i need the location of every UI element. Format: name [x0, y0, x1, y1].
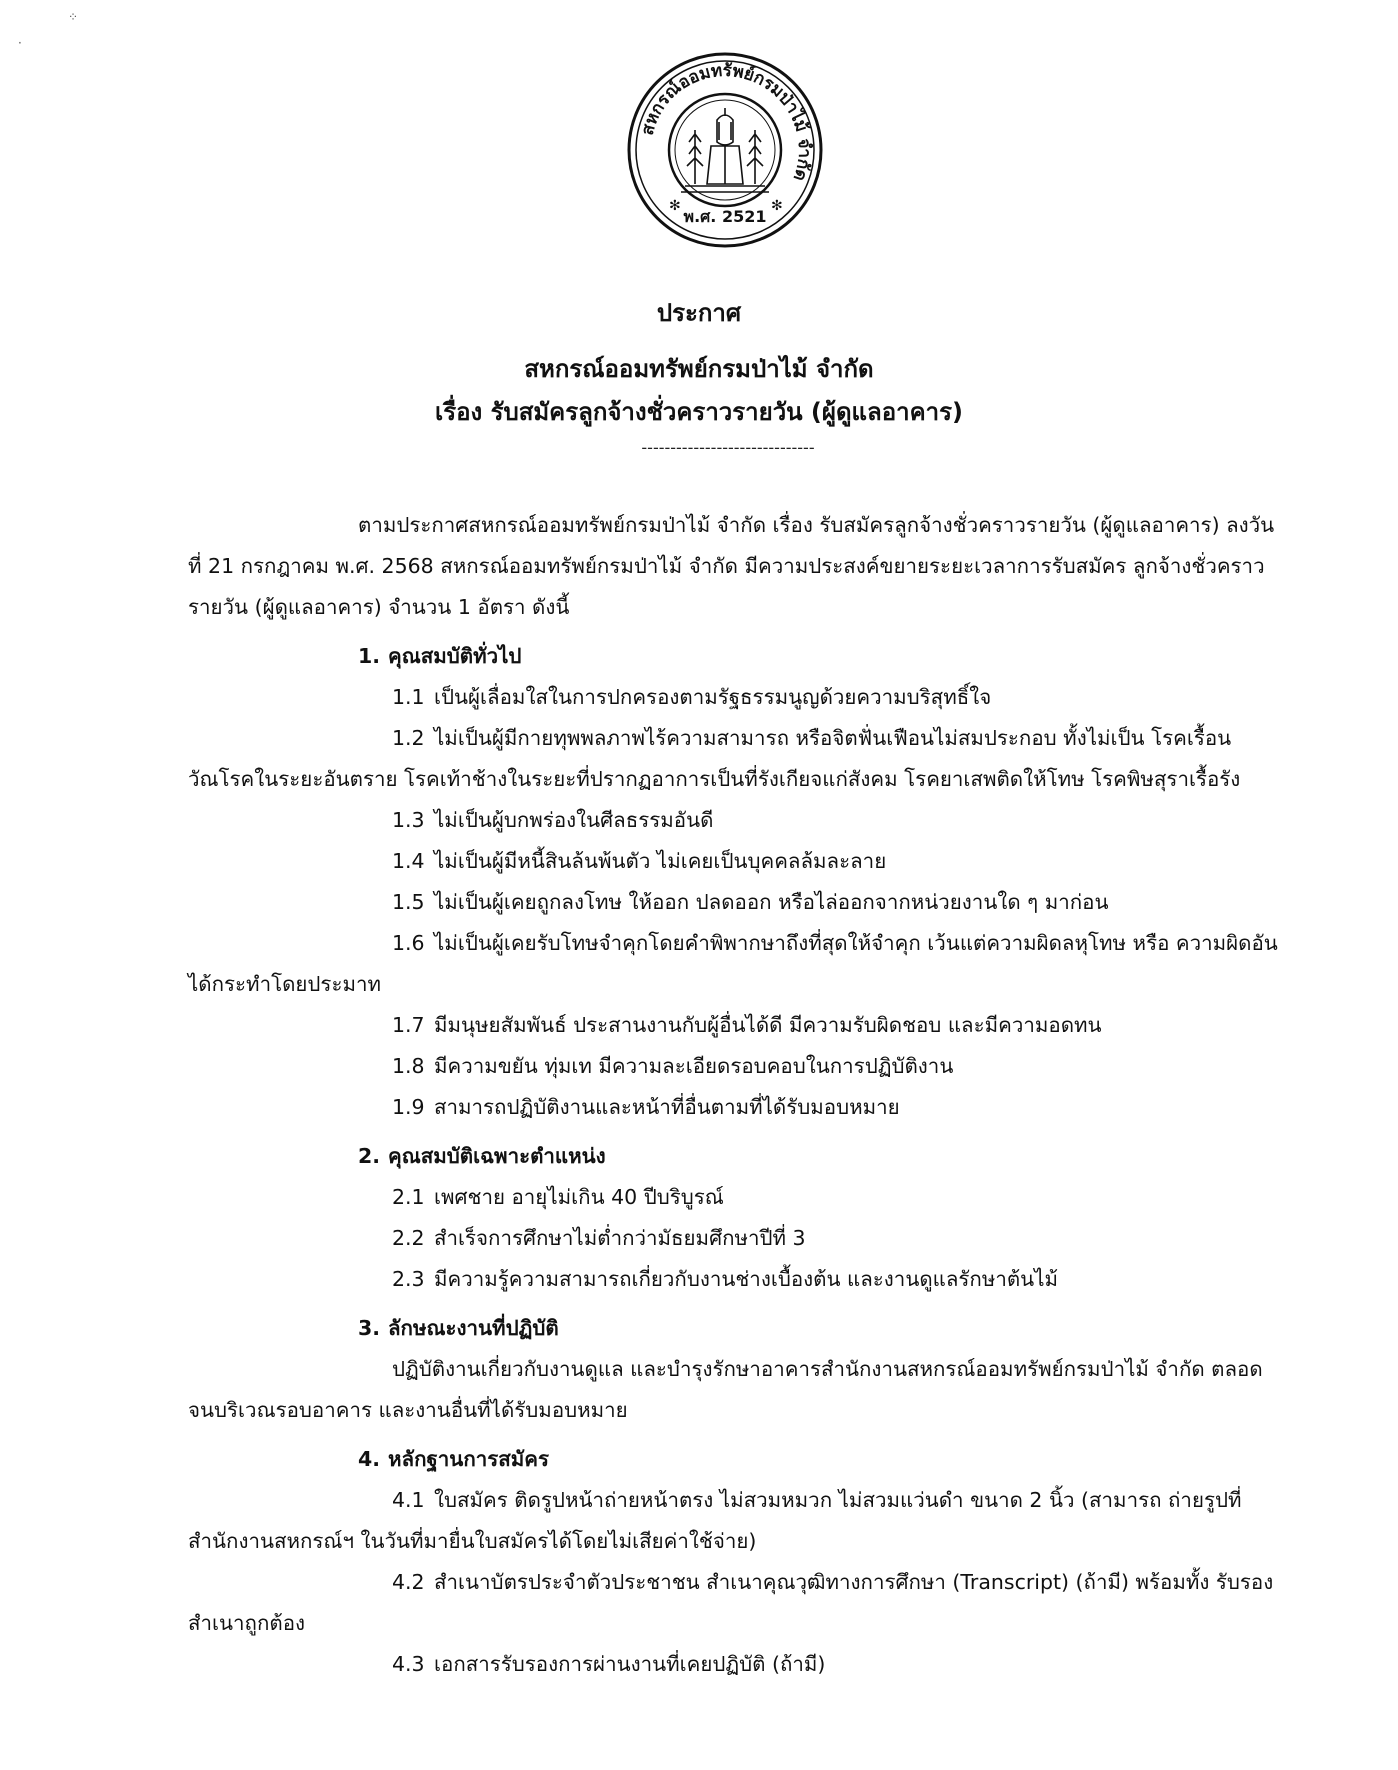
- list-item: [188, 882, 1278, 923]
- item-text: ใบสมัคร ติดรูปหน้าถ่ายหน้าตรง ไม่สวมหมวก ไม่สวมแว่นดำ ขนาด 2 นิ้ว (สามารถ ถ่ายรูปที่สำนักงานสหกรณ์ฯ ในวันที่มายื่นใบสมัครได้โดยไม่เสียค่าใช้จ่าย): [188, 1488, 1242, 1553]
- list-item: [188, 1480, 1278, 1562]
- item-number: 1.6: [392, 931, 425, 955]
- seal-star-left: ✻: [669, 198, 681, 214]
- item-number: 1.4: [392, 849, 425, 873]
- job-description: ปฏิบัติงานเกี่ยวกับงานดูแล และบำรุงรักษาอาคารสำนักงานสหกรณ์ออมทรัพย์กรมป่าไม้ จำกัด ตลอดจนบริเวณรอบอาคาร และงานอื่นที่ได้รับมอบหมาย: [188, 1357, 1263, 1422]
- item-text: มีมนุษยสัมพันธ์ ประสานงานกับผู้อื่นได้ดี มีความรับผิดชอบ และมีความอดทน: [434, 1013, 1102, 1037]
- item-number: 1.2: [392, 726, 425, 750]
- list-item: [188, 923, 1278, 1005]
- list-item: [188, 1005, 1278, 1046]
- item-number: 2.1: [392, 1185, 425, 1209]
- item-number: 1.1: [392, 685, 425, 709]
- section-number: 3.: [358, 1316, 381, 1340]
- seal-ring-text: สหกรณ์ออมทรัพย์กรมป่าไม้ จำกัด: [637, 60, 815, 184]
- item-text: สำเร็จการศึกษาไม่ต่ำกว่ามัธยมศึกษาปีที่ 3: [434, 1226, 806, 1250]
- list-item: [188, 800, 1278, 841]
- item-number: 1.9: [392, 1095, 425, 1119]
- section-number: 4.: [358, 1447, 381, 1471]
- cooperative-seal: [625, 50, 825, 250]
- section-title: หลักฐานการสมัคร: [388, 1447, 550, 1471]
- seal-star-right: ✻: [771, 198, 783, 214]
- item-text: มีความรู้ความสามารถเกี่ยวกับงานช่างเบื้องต้น และงานดูแลรักษาต้นไม้: [434, 1267, 1059, 1291]
- organization-name: สหกรณ์ออมทรัพย์กรมป่าไม้ จำกัด: [524, 355, 874, 383]
- document-body: [188, 505, 1278, 1685]
- list-item: [188, 1177, 1278, 1218]
- item-text: สามารถปฏิบัติงานและหน้าที่อื่นตามที่ได้รับมอบหมาย: [434, 1095, 900, 1119]
- item-text: ไม่เป็นผู้บกพร่องในศีลธรรมอันดี: [434, 808, 714, 832]
- list-item: [188, 1644, 1278, 1685]
- list-item: [188, 1562, 1278, 1644]
- announcement-subject: เรื่อง รับสมัครลูกจ้างชั่วคราวรายวัน (ผู้ดูแลอาคาร): [434, 398, 964, 426]
- section-heading: [358, 1136, 1278, 1177]
- list-item: [188, 841, 1278, 882]
- item-number: 1.8: [392, 1054, 425, 1078]
- list-item: [188, 1087, 1278, 1128]
- section-title: ลักษณะงานที่ปฏิบัติ: [388, 1316, 559, 1340]
- item-number: 1.5: [392, 890, 425, 914]
- scan-speck: ⁘: [68, 10, 79, 24]
- list-item: [188, 677, 1278, 718]
- header-separator: ------------------------------: [641, 438, 815, 457]
- item-text: ไม่เป็นผู้เคยรับโทษจำคุกโดยคำพิพากษาถึงที่สุดให้จำคุก เว้นแต่ความผิดลหุโทษ หรือ ความผิดอันได้กระทำโดยประมาท: [188, 931, 1278, 996]
- section-heading: [358, 636, 1278, 677]
- list-item: [188, 1218, 1278, 1259]
- section-title: คุณสมบัติทั่วไป: [388, 644, 522, 668]
- section-heading: [358, 1439, 1278, 1480]
- item-text: ไม่เป็นผู้เคยถูกลงโทษ ให้ออก ปลดออก หรือไล่ออกจากหน่วยงานใด ๆ มาก่อน: [434, 890, 1109, 914]
- list-item: [188, 718, 1278, 800]
- item-text: ไม่เป็นผู้มีหนี้สินล้นพ้นตัว ไม่เคยเป็นบุคคลล้มละลาย: [434, 849, 887, 873]
- item-text: เพศชาย อายุไม่เกิน 40 ปีบริบูรณ์: [434, 1185, 724, 1209]
- item-number: 4.2: [392, 1570, 425, 1594]
- list-item: [188, 1046, 1278, 1087]
- section-heading: [358, 1308, 1278, 1349]
- item-number: 4.3: [392, 1652, 425, 1676]
- item-text: เป็นผู้เลื่อมใสในการปกครองตามรัฐธรรมนูญด้วยความบริสุทธิ์ใจ: [434, 685, 992, 709]
- item-number: 2.3: [392, 1267, 425, 1291]
- item-text: สำเนาบัตรประจำตัวประชาชน สำเนาคุณวุฒิทางการศึกษา (Transcript) (ถ้ามี) พร้อมทั้ง รับรองสำเนาถูกต้อง: [188, 1570, 1274, 1635]
- item-number: 2.2: [392, 1226, 425, 1250]
- list-item: [188, 1259, 1278, 1300]
- item-number: 1.3: [392, 808, 425, 832]
- section-number: 2.: [358, 1144, 381, 1168]
- seal-year: พ.ศ. 2521: [683, 207, 767, 226]
- item-text: มีความขยัน ทุ่มเท มีความละเอียดรอบคอบในการปฏิบัติงาน: [434, 1054, 954, 1078]
- item-text: เอกสารรับรองการผ่านงานที่เคยปฏิบัติ (ถ้ามี): [434, 1652, 826, 1676]
- section-number: 1.: [358, 644, 381, 668]
- item-number: 4.1: [392, 1488, 425, 1512]
- announcement-title: ประกาศ: [656, 299, 742, 327]
- scan-speck: ·: [18, 36, 22, 50]
- section-title: คุณสมบัติเฉพาะตำแหน่ง: [388, 1144, 606, 1168]
- item-text: ไม่เป็นผู้มีกายทุพพลภาพไร้ความสามารถ หรือจิตฟั่นเฟือนไม่สมประกอบ ทั้งไม่เป็น โรคเรื้อน วัณโรคในระยะอันตราย โรคเท้าช้างในระยะที่ปรากฏอาการเป็นที่รังเกียจแก่สังคม โรคยาเสพติดให้โทษ โรคพิษสุราเรื้อรัง: [188, 726, 1241, 791]
- intro-paragraph: ตามประกาศสหกรณ์ออมทรัพย์กรมป่าไม้ จำกัด เรื่อง รับสมัครลูกจ้างชั่วคราวรายวัน (ผู้ดูแลอาคาร) ลงวันที่ 21 กรกฎาคม พ.ศ. 2568 สหกรณ์ออมทรัพย์กรมป่าไม้ จำกัด มีความประสงค์ขยายระยะเวลาการรับสมัคร ลูกจ้างชั่วคราวรายวัน (ผู้ดูแลอาคาร) จำนวน 1 อัตรา ดังนี้: [188, 513, 1275, 619]
- item-number: 1.7: [392, 1013, 425, 1037]
